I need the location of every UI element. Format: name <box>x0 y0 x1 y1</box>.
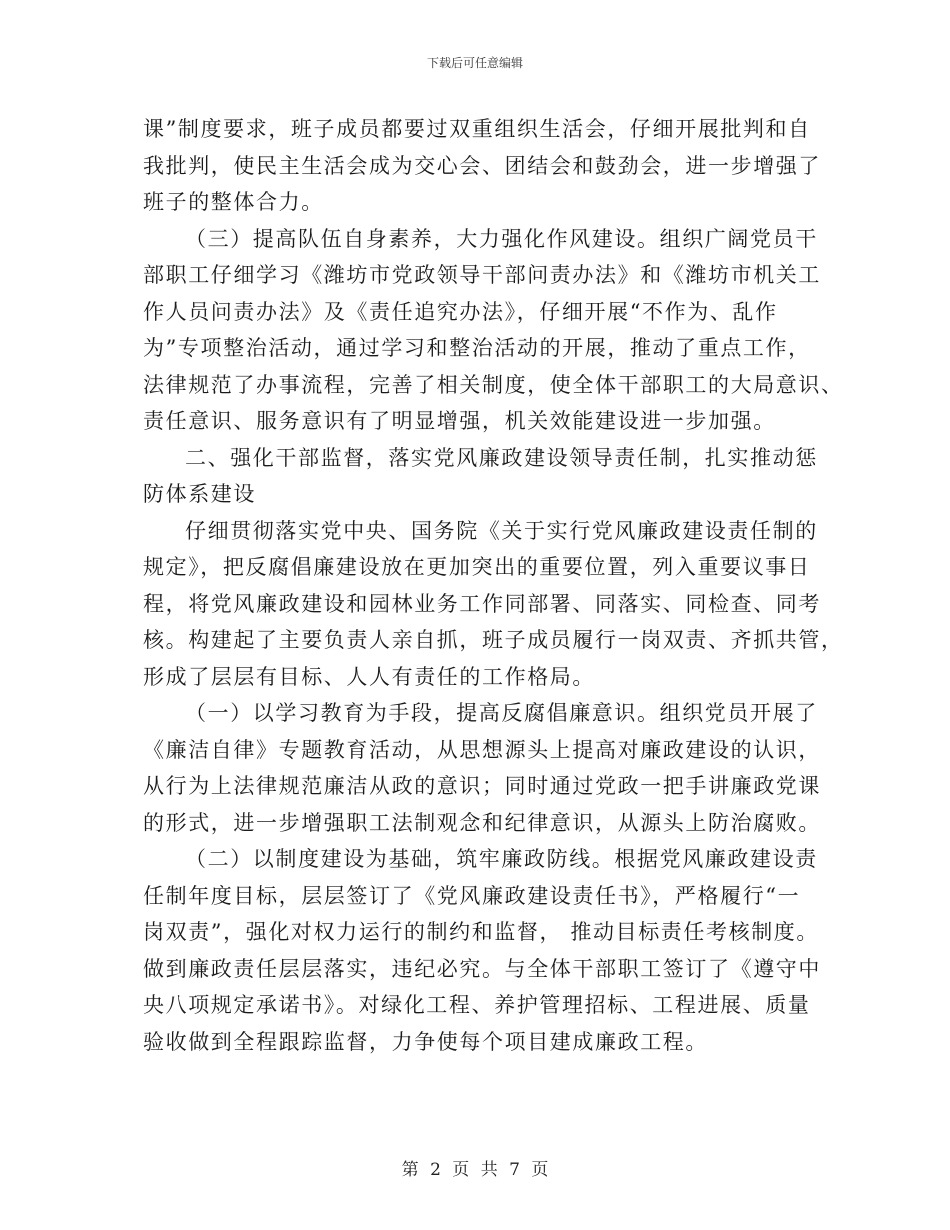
text-line: 作人员问责办法》及《责任追究办法》，仔细开展“不作为、乱作 <box>143 299 778 324</box>
text-line: 央八项规定承诺书》。对绿化工程、养护管理招标、工程进展、质量 <box>143 993 811 1017</box>
section-heading-line: 二、强化干部监督，落实党风廉政建设领导责任制，扎实推动惩 <box>185 445 818 470</box>
text-line: 责任意识、服务意识有了明显增强，机关效能建设进一步加强。 <box>143 409 776 433</box>
text-line: 部职工仔细学习《潍坊市党政领导干部问责办法》和《潍坊市机关工 <box>143 263 821 287</box>
document-body <box>143 111 844 1060</box>
section-heading-line: 防体系建设 <box>143 482 256 506</box>
text-line: 课”制度要求，班子成员都要过双重组织生活会，仔细开展批判和自 <box>143 117 811 141</box>
page-number-footer: 第 2 页 共 7 页 <box>401 1160 549 1180</box>
paragraph-start-line: （三）提高队伍自身素养，大力强化作风建设。组织广阔党员干 <box>185 226 818 251</box>
text-line: 形成了层层有目标、人人有责任的工作格局。 <box>143 664 595 689</box>
text-line: 规定》，把反腐倡廉建设放在更加突出的重要位置，列入重要议事日 <box>143 555 811 579</box>
text-line: 从行为上法律规范廉洁从政的意识；同时通过党政一把手讲廉政党课 <box>143 774 821 798</box>
paragraph-start-line: （二）以制度建设为基础，筑牢廉政防线。根据党风廉政建设责 <box>185 847 818 871</box>
text-line: 做到廉政责任层层落实，违纪必究。与全体干部职工签订了《遵守中 <box>143 956 821 981</box>
text-line: 验收做到全程跟踪监督，力争使每个项目建成廉政工程。 <box>143 1029 708 1054</box>
paragraph-start-line: 仔细贯彻落实党中央、国务院《关于实行党风廉政建设责任制的 <box>185 518 818 543</box>
text-line: 任制年度目标，层层签订了《党风廉政建设责任书》，严格履行“一 <box>143 883 801 908</box>
text-line: 的形式，进一步增强职工法制观念和纪律意识，从源头上防治腐败。 <box>143 810 821 835</box>
text-line: 核。构建起了主要负责人亲自抓，班子成员履行一岗双责、齐抓共管， <box>143 628 844 652</box>
text-line: 《廉洁自律》专题教育活动，从思想源头上提高对廉政建设的认识， <box>143 737 821 762</box>
page-header-note: 下载后可任意编辑 <box>426 56 523 70</box>
text-line: 法律规范了办事流程，完善了相关制度，使全体干部职工的大局意识、 <box>143 372 844 397</box>
text-line: 岗双责”，强化对权力运行的制约和监督， 推动目标责任考核制度。 <box>143 920 820 944</box>
text-line: 班子的整体合力。 <box>143 190 324 214</box>
text-line: 为”专项整治活动，通过学习和整治活动的开展，推动了重点工作， <box>143 336 811 360</box>
text-line: 程，将党风廉政建设和园林业务工作同部署、同落实、同检查、同考 <box>143 591 821 616</box>
text-line: 我批判，使民主生活会成为交心会、团结会和鼓劲会，进一步增强了 <box>143 153 821 178</box>
paragraph-start-line: （一）以学习教育为手段，提高反腐倡廉意识。组织党员开展了 <box>185 701 818 725</box>
